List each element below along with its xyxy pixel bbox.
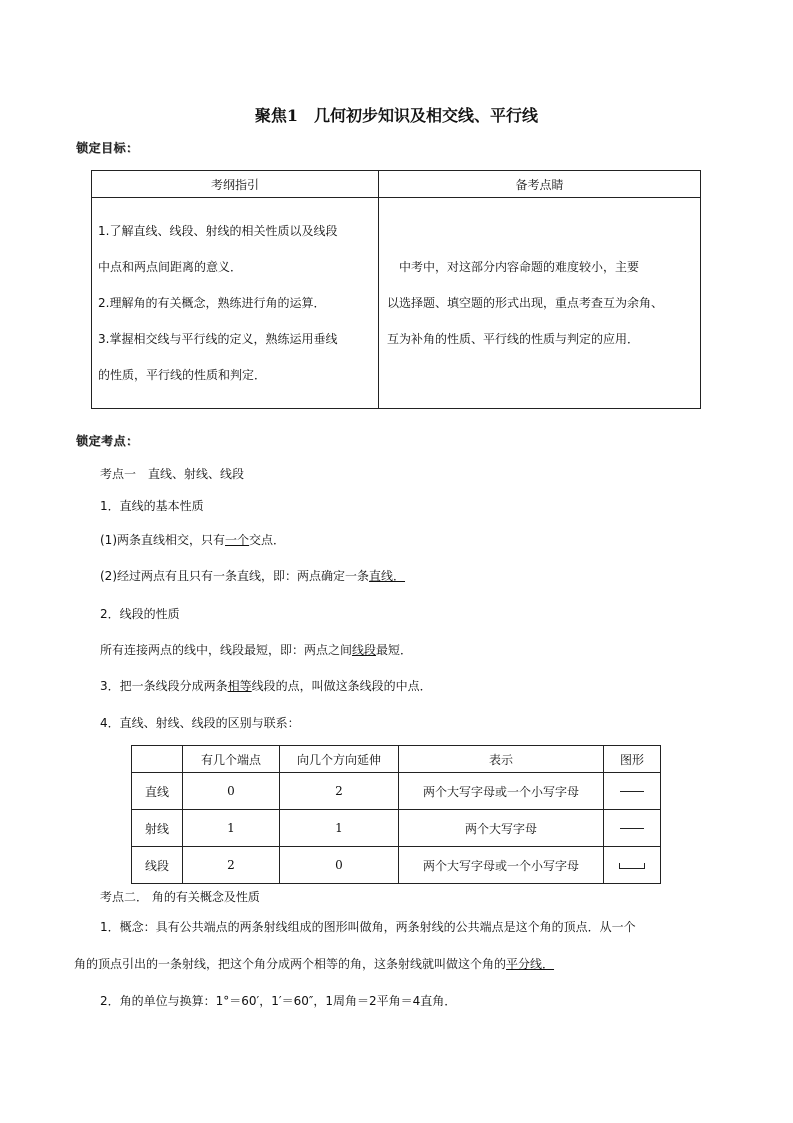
kp1-item3-blank: 相等 <box>227 679 252 693</box>
kp2-item1-line2-blank: 平分线． <box>506 957 555 971</box>
kp2-item1-line1: 1．概念：具有公共端点的两条射线组成的图形叫做角，两条射线的公共端点是这个角的顶点．从一个 <box>100 920 636 934</box>
row-notation: 两个大写字母 <box>399 810 604 847</box>
row-ends: 1 <box>183 810 280 847</box>
kp1-item2a-text: 所有连接两点的线中，线段最短，即：两点之间 <box>100 643 353 657</box>
row-notation: 两个大写字母或一个小写字母 <box>399 847 604 884</box>
kp1-item2a <box>100 641 412 658</box>
goal-right-line: 以选择题、填空题的形式出现，重点考查互为余角、 <box>387 296 664 310</box>
kp1-item1a <box>100 531 285 548</box>
kp2-item1-line2-text: 角的顶点引出的一条射线，把这个角分成两个相等的角，这条射线就叫做这个角的 <box>74 957 507 971</box>
row-name: 线段 <box>132 847 183 884</box>
segment-shape-icon <box>619 863 645 869</box>
compare-table-header: 向几个方向延伸 <box>280 746 399 773</box>
kp1-item2: 2．线段的性质 <box>100 607 180 621</box>
row-notation: 两个大写字母或一个小写字母 <box>399 773 604 810</box>
ray-shape-icon <box>620 828 644 829</box>
row-dirs: 1 <box>280 810 399 847</box>
goal-left-line: 3.掌握相交线与平行线的定义，熟练运用垂线 <box>98 332 338 346</box>
row-shape <box>604 773 661 810</box>
compare-table-header: 有几个端点 <box>183 746 280 773</box>
row-ends: 0 <box>183 773 280 810</box>
section-points-heading: 锁定考点： <box>76 434 139 448</box>
table-row <box>132 773 661 810</box>
kp2-heading: 考点二． 角的有关概念及性质 <box>100 890 260 904</box>
kp1-item1b <box>100 567 405 584</box>
row-dirs: 0 <box>280 847 399 884</box>
kp1-item1a-text: (1)两条直线相交，只有 <box>100 533 225 547</box>
row-shape <box>604 810 661 847</box>
row-name: 射线 <box>132 810 183 847</box>
row-dirs: 2 <box>280 773 399 810</box>
kp1-item1a-blank: 一个 <box>225 533 250 547</box>
row-shape <box>604 847 661 884</box>
goal-left-line: 2.理解角的有关概念，熟练进行角的运算． <box>98 296 326 310</box>
section-goal-heading: 锁定目标： <box>76 141 139 155</box>
goal-table <box>91 170 701 409</box>
row-name: 直线 <box>132 773 183 810</box>
kp2-item1-line2 <box>74 955 554 972</box>
table-row <box>132 847 661 884</box>
kp1-item1b-blank: 直线． <box>369 569 406 583</box>
kp1-item3-text-end: 线段的点，叫做这条线段的中点． <box>251 679 432 693</box>
kp1-item2a-text-end: 最短． <box>376 643 413 657</box>
kp2-item2: 2．角的单位与换算：1°＝60′，1′＝60″，1周角＝2平角＝4直角． <box>100 994 457 1008</box>
kp1-item1a-text-end: 交点． <box>249 533 286 547</box>
row-ends: 2 <box>183 847 280 884</box>
page-title: 聚焦1 几何初步知识及相交线、平行线 <box>254 106 539 125</box>
compare-table-header: 表示 <box>399 746 604 773</box>
goal-left-line: 1.了解直线、线段、射线的相关性质以及线段 <box>98 224 338 238</box>
compare-table-header-row <box>132 746 661 773</box>
table-row <box>132 810 661 847</box>
kp1-item3 <box>100 677 432 694</box>
goal-right-line: 互为补角的性质、平行线的性质与判定的应用． <box>387 332 640 346</box>
compare-table-header <box>132 746 183 773</box>
kp1-item3-text: 3．把一条线段分成两条 <box>100 679 228 693</box>
compare-table-header: 图形 <box>604 746 661 773</box>
goal-right-line: 中考中，对这部分内容命题的难度较小，主要 <box>387 260 640 274</box>
kp1-item1b-text: (2)经过两点有且只有一条直线，即：两点确定一条 <box>100 569 369 583</box>
kp1-heading: 考点一 直线、射线、线段 <box>100 467 245 481</box>
compare-table <box>131 745 661 884</box>
kp1-item1: 1．直线的基本性质 <box>100 499 204 513</box>
line-shape-icon <box>620 791 644 792</box>
goal-left-line: 的性质，平行线的性质和判定． <box>98 368 267 382</box>
goal-left-line: 中点和两点间距离的意义． <box>98 260 243 274</box>
kp1-item4: 4．直线、射线、线段的区别与联系： <box>100 716 300 730</box>
kp1-item2a-blank: 线段 <box>352 643 377 657</box>
goal-table-header-left: 考纲指引 <box>92 171 379 198</box>
goal-table-left-cell <box>92 198 379 409</box>
goal-table-right-cell <box>379 198 701 409</box>
goal-table-header-right: 备考点睛 <box>379 171 701 198</box>
